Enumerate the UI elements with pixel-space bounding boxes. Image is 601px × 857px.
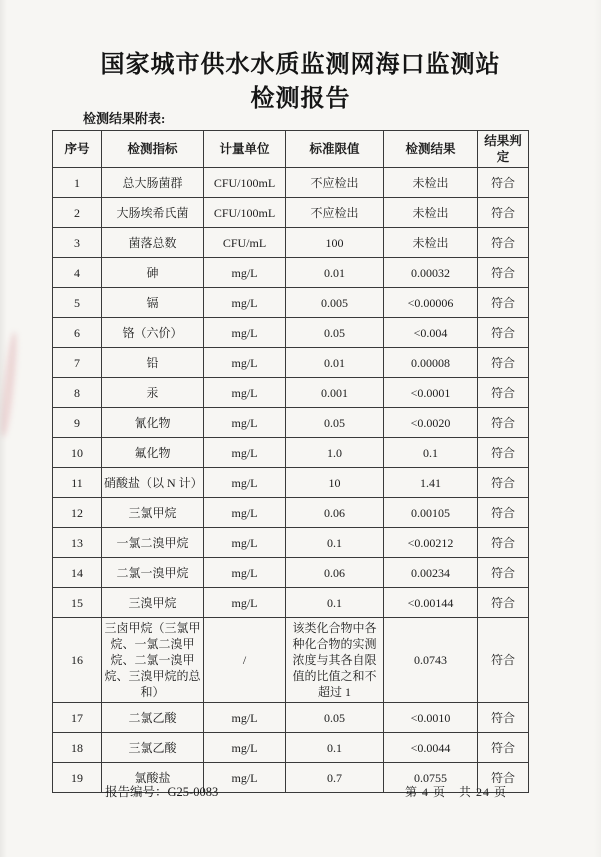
cell-judgment: 符合 [478, 528, 529, 558]
cell-unit: mg/L [204, 498, 286, 528]
cell-result: 0.00008 [384, 348, 478, 378]
cell-limit: 该类化合物中各种化合物的实测浓度与其各自限值的比值之和不超过 1 [286, 618, 384, 703]
table-row [53, 228, 529, 258]
results-table-body [53, 168, 529, 793]
cell-judgment: 符合 [478, 733, 529, 763]
cell-result: 0.00234 [384, 558, 478, 588]
table-row [53, 348, 529, 378]
cell-no: 12 [53, 498, 102, 528]
cell-limit: 0.06 [286, 558, 384, 588]
cell-no: 1 [53, 168, 102, 198]
cell-unit: / [204, 618, 286, 703]
table-row [53, 528, 529, 558]
cell-result: <0.0001 [384, 378, 478, 408]
cell-unit: mg/L [204, 703, 286, 733]
table-row [53, 438, 529, 468]
cell-judgment: 符合 [478, 288, 529, 318]
cell-no: 13 [53, 528, 102, 558]
cell-unit: mg/L [204, 588, 286, 618]
cell-limit: 0.1 [286, 588, 384, 618]
cell-unit: mg/L [204, 763, 286, 793]
cell-indicator: 铅 [102, 348, 204, 378]
cell-indicator: 大肠埃希氏菌 [102, 198, 204, 228]
cell-no: 9 [53, 408, 102, 438]
cell-unit: mg/L [204, 378, 286, 408]
cell-result: <0.0020 [384, 408, 478, 438]
cell-result: 0.0755 [384, 763, 478, 793]
cell-limit: 0.7 [286, 763, 384, 793]
column-header-no: 序号 [53, 131, 102, 168]
cell-result: <0.0010 [384, 703, 478, 733]
cell-indicator: 镉 [102, 288, 204, 318]
table-caption: 检测结果附表: [83, 111, 166, 126]
cell-indicator: 一氯二溴甲烷 [102, 528, 204, 558]
cell-limit: 不应检出 [286, 198, 384, 228]
cell-result: 1.41 [384, 468, 478, 498]
cell-limit: 0.05 [286, 408, 384, 438]
table-row [53, 618, 529, 703]
cell-judgment: 符合 [478, 228, 529, 258]
column-header-indicator: 检测指标 [102, 131, 204, 168]
cell-indicator: 菌落总数 [102, 228, 204, 258]
cell-no: 15 [53, 588, 102, 618]
cell-result: <0.004 [384, 318, 478, 348]
cell-no: 17 [53, 703, 102, 733]
cell-no: 8 [53, 378, 102, 408]
table-row [53, 198, 529, 228]
table-row [53, 318, 529, 348]
cell-indicator: 三溴甲烷 [102, 588, 204, 618]
cell-indicator: 铬（六价） [102, 318, 204, 348]
cell-judgment: 符合 [478, 588, 529, 618]
column-header-limit: 标准限值 [286, 131, 384, 168]
cell-limit: 10 [286, 468, 384, 498]
cell-unit: mg/L [204, 288, 286, 318]
cell-no: 19 [53, 763, 102, 793]
cell-unit: CFU/100mL [204, 168, 286, 198]
cell-no: 6 [53, 318, 102, 348]
cell-unit: CFU/mL [204, 228, 286, 258]
cell-indicator: 二氯一溴甲烷 [102, 558, 204, 588]
cell-indicator: 砷 [102, 258, 204, 288]
cell-indicator: 硝酸盐（以 N 计） [102, 468, 204, 498]
cell-result: 未检出 [384, 228, 478, 258]
cell-no: 2 [53, 198, 102, 228]
cell-indicator: 三氯甲烷 [102, 498, 204, 528]
cell-unit: mg/L [204, 558, 286, 588]
cell-unit: mg/L [204, 408, 286, 438]
cell-judgment: 符合 [478, 378, 529, 408]
cell-result: 0.00105 [384, 498, 478, 528]
cell-limit: 0.01 [286, 348, 384, 378]
cell-no: 11 [53, 468, 102, 498]
report-title-line2: 检测报告 [250, 86, 351, 112]
column-header-unit: 计量单位 [204, 131, 286, 168]
cell-result: 0.1 [384, 438, 478, 468]
table-row [53, 468, 529, 498]
column-header-result: 检测结果 [384, 131, 478, 168]
cell-indicator: 总大肠菌群 [102, 168, 204, 198]
table-row [53, 558, 529, 588]
cell-limit: 0.1 [286, 528, 384, 558]
cell-judgment: 符合 [478, 348, 529, 378]
cell-judgment: 符合 [478, 703, 529, 733]
red-ink-stain [0, 332, 19, 437]
results-table [52, 130, 529, 793]
cell-indicator: 氰化物 [102, 408, 204, 438]
cell-result: 0.0743 [384, 618, 478, 703]
table-row [53, 703, 529, 733]
cell-limit: 0.1 [286, 733, 384, 763]
cell-unit: mg/L [204, 258, 286, 288]
cell-result: <0.00144 [384, 588, 478, 618]
cell-limit: 不应检出 [286, 168, 384, 198]
cell-no: 3 [53, 228, 102, 258]
report-title-line1: 国家城市供水水质监测网海口监测站 [100, 52, 501, 78]
table-row [53, 258, 529, 288]
cell-limit: 100 [286, 228, 384, 258]
table-header-row [53, 131, 529, 168]
cell-no: 5 [53, 288, 102, 318]
cell-judgment: 符合 [478, 258, 529, 288]
cell-judgment: 符合 [478, 408, 529, 438]
cell-limit: 0.01 [286, 258, 384, 288]
cell-indicator: 汞 [102, 378, 204, 408]
cell-limit: 0.005 [286, 288, 384, 318]
table-row [53, 378, 529, 408]
cell-limit: 1.0 [286, 438, 384, 468]
page-indicator: 第 4 页 共 24 页 [405, 785, 508, 799]
cell-result: 0.00032 [384, 258, 478, 288]
table-row [53, 498, 529, 528]
cell-judgment: 符合 [478, 168, 529, 198]
cell-unit: mg/L [204, 733, 286, 763]
cell-limit: 0.05 [286, 318, 384, 348]
cell-result: <0.0044 [384, 733, 478, 763]
cell-no: 4 [53, 258, 102, 288]
cell-indicator: 氯酸盐 [102, 763, 204, 793]
cell-unit: mg/L [204, 468, 286, 498]
cell-unit: mg/L [204, 318, 286, 348]
cell-limit: 0.05 [286, 703, 384, 733]
cell-judgment: 符合 [478, 318, 529, 348]
cell-result: <0.00212 [384, 528, 478, 558]
cell-judgment: 符合 [478, 498, 529, 528]
cell-unit: mg/L [204, 438, 286, 468]
cell-limit: 0.001 [286, 378, 384, 408]
cell-no: 10 [53, 438, 102, 468]
table-row [53, 408, 529, 438]
cell-no: 18 [53, 733, 102, 763]
cell-unit: mg/L [204, 348, 286, 378]
cell-unit: CFU/100mL [204, 198, 286, 228]
column-header-judgment: 结果判定 [478, 131, 529, 168]
cell-judgment: 符合 [478, 763, 529, 793]
cell-judgment: 符合 [478, 198, 529, 228]
table-row [53, 168, 529, 198]
cell-judgment: 符合 [478, 438, 529, 468]
cell-judgment: 符合 [478, 558, 529, 588]
cell-no: 16 [53, 618, 102, 703]
cell-indicator: 二氯乙酸 [102, 703, 204, 733]
cell-limit: 0.06 [286, 498, 384, 528]
cell-result: 未检出 [384, 168, 478, 198]
cell-unit: mg/L [204, 528, 286, 558]
cell-no: 7 [53, 348, 102, 378]
cell-indicator: 氟化物 [102, 438, 204, 468]
table-row [53, 733, 529, 763]
cell-no: 14 [53, 558, 102, 588]
cell-judgment: 符合 [478, 618, 529, 703]
table-row [53, 588, 529, 618]
cell-indicator: 三氯乙酸 [102, 733, 204, 763]
cell-result: <0.00006 [384, 288, 478, 318]
table-row [53, 288, 529, 318]
cell-indicator: 三卤甲烷（三氯甲烷、一氯二溴甲烷、二氯一溴甲烷、三溴甲烷的总和） [102, 618, 204, 703]
cell-result: 未检出 [384, 198, 478, 228]
report-number: 报告编号：G25-0083 [105, 785, 219, 799]
cell-judgment: 符合 [478, 468, 529, 498]
